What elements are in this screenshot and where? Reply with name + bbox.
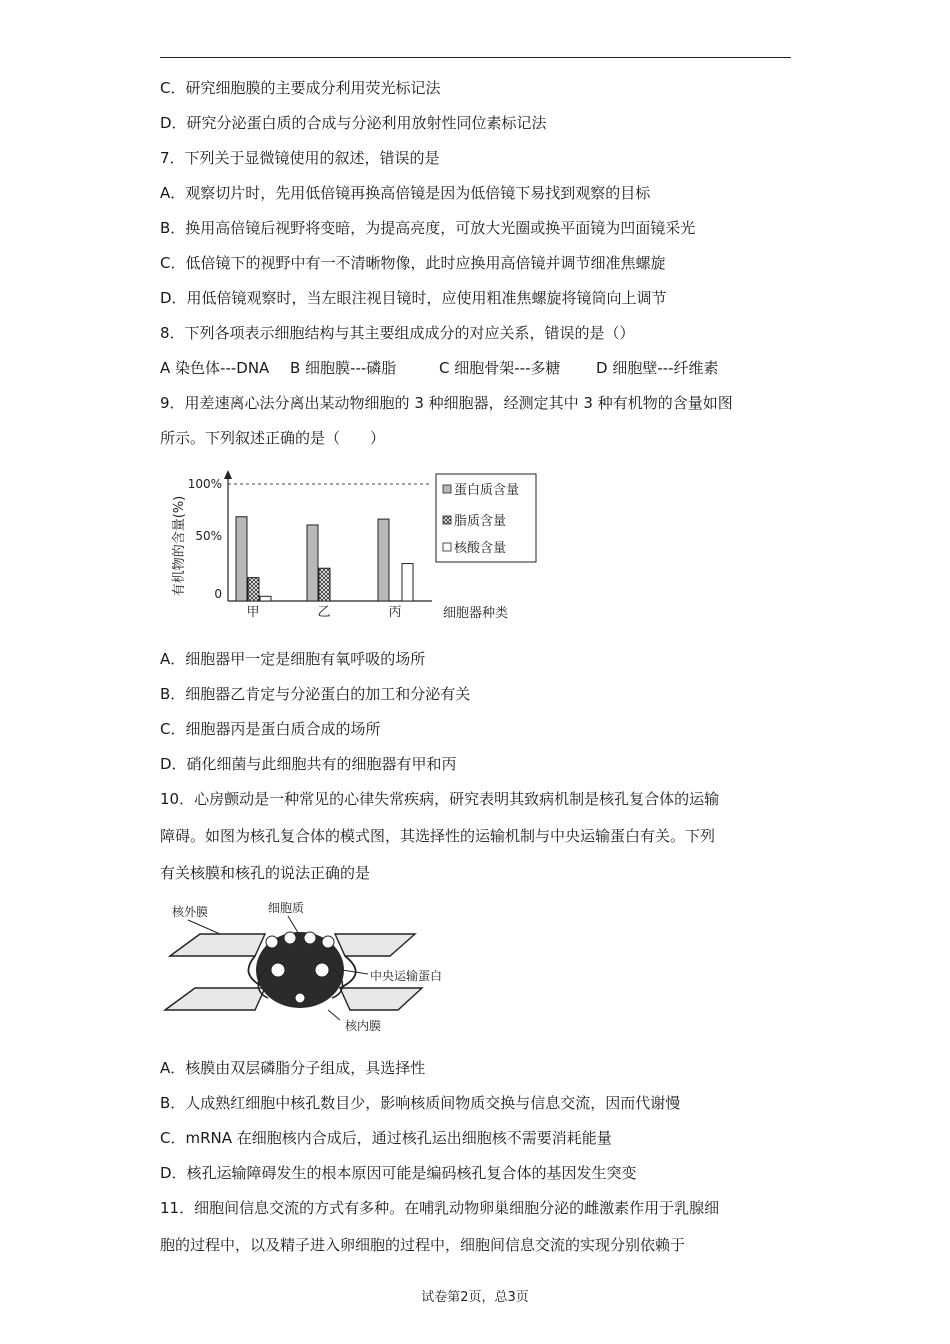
outer-membrane-left xyxy=(170,934,265,956)
q8-option-b: B 细胞膜---磷脂 xyxy=(290,359,397,377)
q10-option-d: D．核孔运输障碍发生的根本原因可能是编码核孔复合体的基因发生突变 xyxy=(160,1164,637,1182)
chart-ylabel: 有机物的含量(%) xyxy=(172,495,187,597)
bar-2-0 xyxy=(378,519,389,601)
q10-option-a: A．核膜由双层磷脂分子组成，具选择性 xyxy=(160,1059,426,1077)
ytick-50: 50% xyxy=(195,529,222,543)
chart-bars xyxy=(236,517,413,601)
q10-stem-1: 10．心房颤动是一种常见的心律失常疾病，研究表明其致病机制是核孔复合体的运输 xyxy=(160,790,720,808)
legend-lipid: 脂质含量 xyxy=(454,514,507,529)
q9-option-a: A．细胞器甲一定是细胞有氧呼吸的场所 xyxy=(160,650,426,668)
header-rule xyxy=(160,57,791,58)
bar-1-0 xyxy=(307,525,318,601)
legend-protein: 蛋白质含量 xyxy=(454,483,520,498)
legend-swatch-nucleic xyxy=(443,543,451,551)
q8-option-a: A 染色体---DNA xyxy=(160,359,270,377)
q7-option-a: A．观察切片时，先用低倍镜再换高倍镜是因为低倍镜下易找到观察的目标 xyxy=(160,184,651,202)
bar-0-2 xyxy=(260,596,271,601)
xcat-2: 丙 xyxy=(388,605,402,620)
q7-stem: 7．下列关于显微镜使用的叙述，错误的是 xyxy=(160,149,440,167)
bar-1-1 xyxy=(319,568,330,601)
q7-option-d: D．用低倍镜观察时，当左眼注视目镜时，应使用粗准焦螺旋将镜筒向上调节 xyxy=(160,289,667,307)
q9-option-b: B．细胞器乙肯定与分泌蛋白的加工和分泌有关 xyxy=(160,685,471,703)
q6-option-d: D．研究分泌蛋白质的合成与分泌利用放射性同位素标记法 xyxy=(160,114,547,132)
inner-membrane-right xyxy=(340,988,422,1010)
chart-legend xyxy=(436,474,536,562)
q10-stem-2: 障碍。如图为核孔复合体的模式图，其选择性的运输机制与中央运输蛋白有关。下列 xyxy=(160,827,716,845)
label-inner-membrane: 核内膜 xyxy=(345,1019,382,1033)
bar-0-0 xyxy=(236,517,247,601)
bar-0-1 xyxy=(248,578,259,601)
q9-stem-2: 所示。下列叙述正确的是（ ） xyxy=(160,429,386,447)
label-outer-membrane: 核外膜 xyxy=(172,905,209,919)
q9-option-c: C．细胞器丙是蛋白质合成的场所 xyxy=(160,720,381,738)
q10-option-c: C．mRNA 在细胞核内合成后，通过核孔运出细胞核不需要消耗能量 xyxy=(160,1129,612,1147)
label-central-protein: 中央运输蛋白 xyxy=(370,969,443,983)
legend-swatch-protein xyxy=(443,485,451,493)
q9-stem-1: 9．用差速离心法分离出某动物细胞的 3 种细胞器，经测定其中 3 种有机物的含量如图 xyxy=(160,394,733,412)
nuclear-pore-figure xyxy=(160,898,450,1038)
q9-option-d: D．硝化细菌与此细胞共有的细胞器有甲和丙 xyxy=(160,755,457,773)
xcat-1: 乙 xyxy=(317,605,331,620)
legend-swatch-lipid xyxy=(443,516,451,524)
y-axis-arrow xyxy=(224,470,232,479)
q7-option-b: B．换用高倍镜后视野将变暗，为提高亮度，可放大光圈或换平面镜为凹面镜采光 xyxy=(160,219,696,237)
label-cytoplasm: 细胞质 xyxy=(268,901,305,915)
organelle-chart xyxy=(160,466,540,626)
inner-membrane-left xyxy=(165,988,265,1010)
outer-membrane-right xyxy=(335,934,415,956)
q11-stem-2: 胞的过程中，以及精子进入卵细胞的过程中，细胞间信息交流的实现分别依赖于 xyxy=(160,1236,686,1254)
ytick-100: 100% xyxy=(187,477,222,491)
xcat-0: 甲 xyxy=(246,605,260,620)
chart-xlabel: 细胞器种类 xyxy=(443,606,509,621)
q7-option-c: C．低倍镜下的视野中有一不清晰物像，此时应换用高倍镜并调节细准焦螺旋 xyxy=(160,254,666,272)
q8-stem: 8．下列各项表示细胞结构与其主要组成成分的对应关系，错误的是（） xyxy=(160,324,635,342)
q8-option-d: D 细胞壁---纤维素 xyxy=(596,359,719,377)
q11-stem-1: 11．细胞间信息交流的方式有多种。在哺乳动物卵巢细胞分泌的雌激素作用于乳腺细 xyxy=(160,1199,720,1217)
page-footer: 试卷第2页，总3页 xyxy=(421,1290,529,1305)
q10-option-b: B．人成熟红细胞中核孔数目少，影响核质间物质交换与信息交流，因而代谢慢 xyxy=(160,1094,681,1112)
legend-nucleic: 核酸含量 xyxy=(454,541,507,556)
q8-options xyxy=(160,358,719,378)
q6-option-c: C．研究细胞膜的主要成分利用荧光标记法 xyxy=(160,79,441,97)
ytick-0: 0 xyxy=(214,587,222,601)
bar-2-2 xyxy=(402,564,413,601)
q10-stem-3: 有关核膜和核孔的说法正确的是 xyxy=(160,864,371,882)
q8-option-c: C 细胞骨架---多糖 xyxy=(439,359,561,377)
